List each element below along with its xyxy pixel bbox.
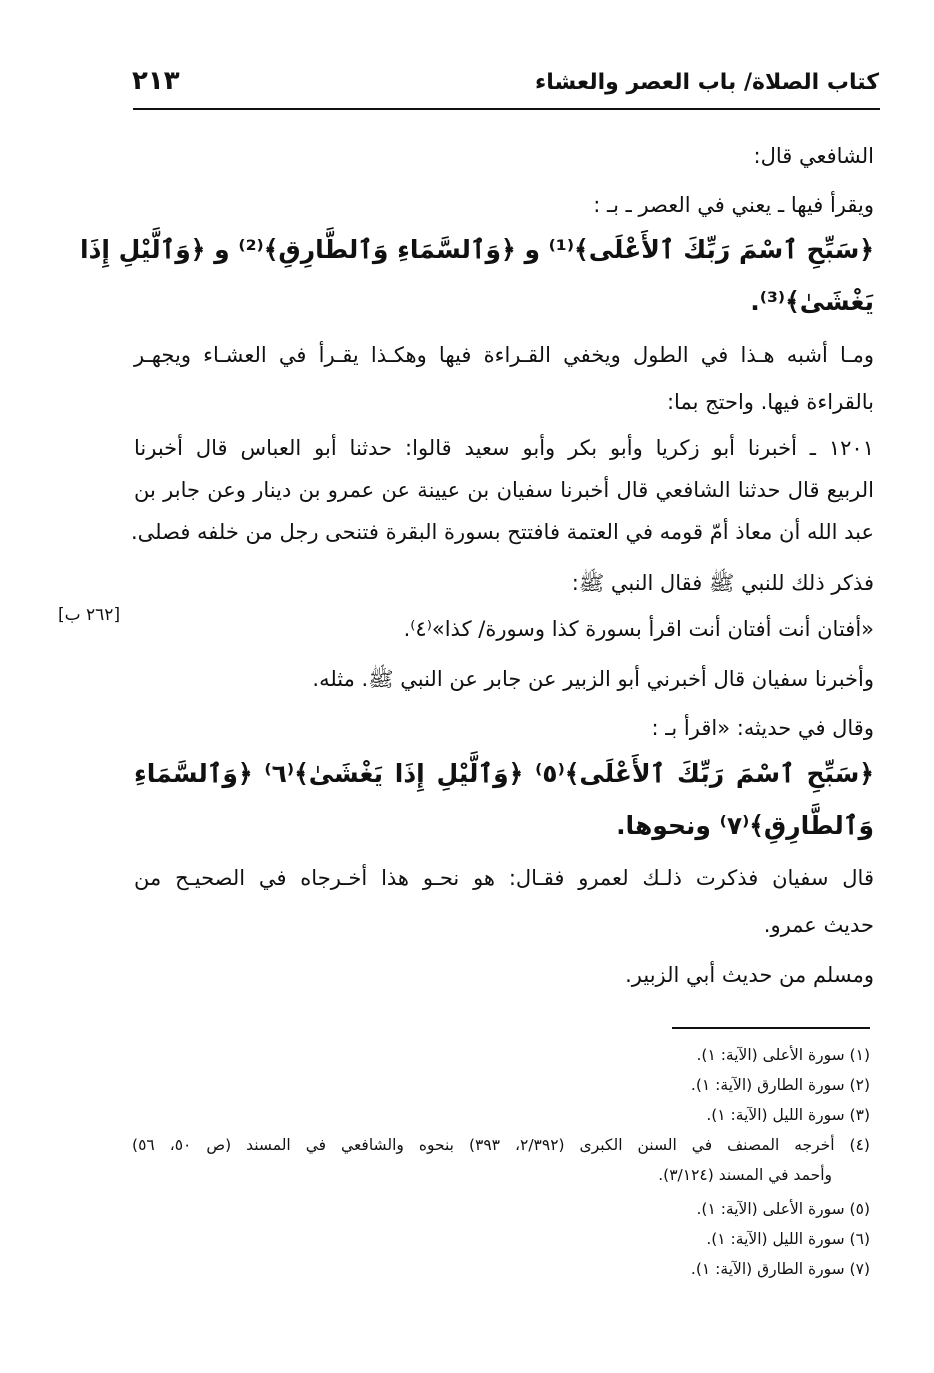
footnote: (٧) سورة الطارق (الآية: ١). xyxy=(690,1260,870,1278)
body-line: وقال في حديثه: «اقرأ بـ : xyxy=(651,716,874,740)
body-line: ويقرأ فيها ـ يعني في العصر ـ بـ : xyxy=(593,193,874,217)
footnote-continuation: وأحمد في المسند (٣/١٢٤). xyxy=(658,1166,832,1184)
footnote: (٥) سورة الأعلى (الآية: ١). xyxy=(696,1200,870,1218)
quran-verse-line: يَغْشَىٰ﴾⁽³⁾. xyxy=(750,287,874,316)
body-line: بالقراءة فيها. واحتج بما: xyxy=(666,390,874,414)
page-number: ٢١٣ xyxy=(132,66,180,96)
hadith-line: عبد الله أن معاذ أمّ قومه في العتمة فافتتح بسورة البقرة فتنحى رجل من خلفه فصلى. xyxy=(130,520,874,544)
body-line: الشافعي قال: xyxy=(753,144,874,168)
margin-folio-note: [٢٦٢ ب] xyxy=(58,605,121,625)
quran-verse-line: ﴿سَبِّحِ ٱسْمَ رَبِّكَ ٱلأَعْلَى﴾⁽¹⁾ و ﴿وَٱلسَّمَاءِ وَٱلطَّارِقِ﴾⁽²⁾ و ﴿وَٱلَّيْلِ إِذَا xyxy=(80,235,874,264)
body-line: وأخبرنا سفيان قال أخبرني أبو الزبير عن جابر عن النبي ﷺ. مثله. xyxy=(312,667,874,691)
body-line: فذكر ذلك للنبي ﷺ فقال النبي ﷺ: xyxy=(571,571,874,595)
quran-verse-line: ﴿سَبِّحِ ٱسْمَ رَبِّكَ ٱلأَعْلَى﴾⁽٥⁾ ﴿وَٱلَّيْلِ إِذَا يَغْشَىٰ﴾⁽٦⁾ ﴿وَٱلسَّمَاءِ xyxy=(134,759,875,788)
body-line: ومـا أشبه هـذا في الطول ويخفي القـراءة فيها وهكـذا يقـرأ في العشـاء ويجهـر xyxy=(134,343,874,367)
footnote: (٢) سورة الطارق (الآية: ١). xyxy=(690,1076,870,1094)
body-line: ومسلم من حديث أبي الزبير. xyxy=(625,963,874,987)
hadith-line: الربيع قال حدثنا الشافعي قال أخبرنا سفيان بن عيينة عن عمرو بن دينار وعن جابر بن xyxy=(134,478,874,502)
hadith-line: ١٢٠١ ـ أخبرنا أبو زكريا وأبو بكر وأبو سعيد قالوا: حدثنا أبو العباس قال أخبرنا xyxy=(134,436,874,460)
footnote: (١) سورة الأعلى (الآية: ١). xyxy=(696,1046,870,1064)
footnote: (٦) سورة الليل (الآية: ١). xyxy=(706,1230,870,1248)
body-line: قال سفيان فذكرت ذلـك لعمرو فقـال: هو نحـو هذا أخـرجاه في الصحيـح من xyxy=(134,866,874,890)
header-rule xyxy=(133,108,880,110)
quran-verse-line: وَٱلطَّارِقِ﴾⁽٧⁾ ونحوها. xyxy=(616,811,874,840)
footnote: (٤) أخرجه المصنف في السنن الكبرى (٢/٣٩٢، ٣٩٣) بنحوه والشافعي في المسند (ص ٥٠، ٥٦) xyxy=(132,1136,870,1154)
body-line: «أفتان أنت أفتان أنت اقرأ بسورة كذا وسورة/ كذا»⁽٤⁾. xyxy=(403,617,874,641)
footnote-rule xyxy=(672,1027,870,1029)
footnote: (٣) سورة الليل (الآية: ١). xyxy=(706,1106,870,1124)
running-header-title: كتاب الصلاة/ باب العصر والعشاء xyxy=(535,70,879,95)
body-line: حديث عمرو. xyxy=(763,913,874,937)
